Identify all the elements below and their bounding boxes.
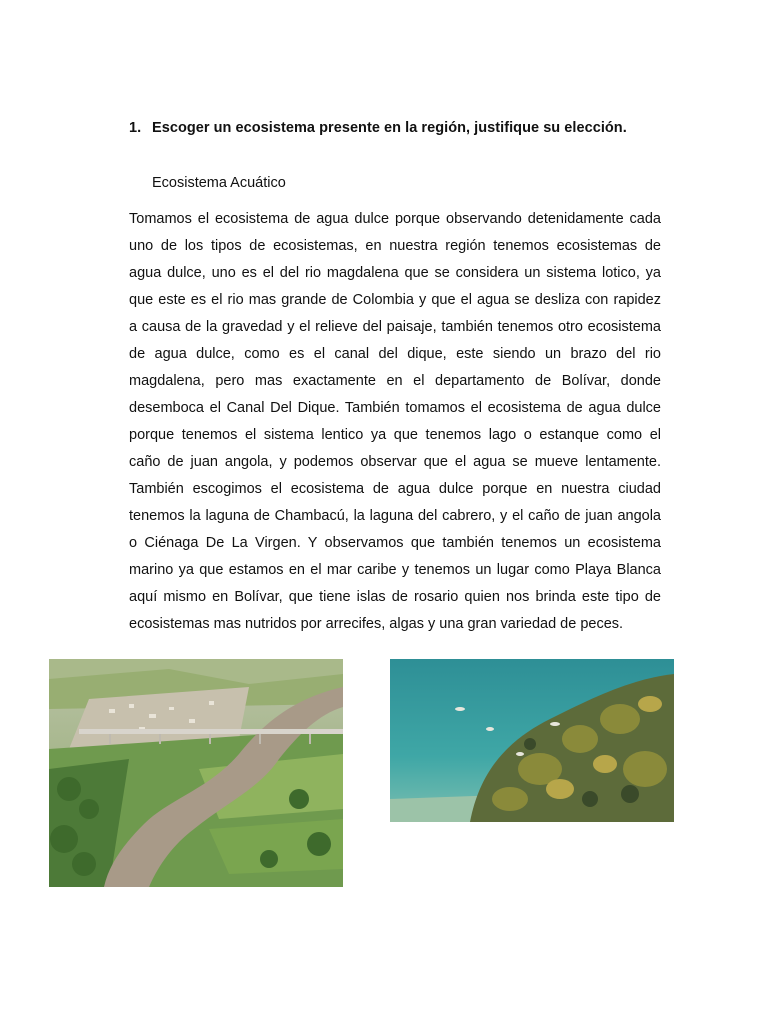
question-heading	[129, 120, 627, 136]
paragraph-line: de agua dulce, como es el canal del dique, este siendo un brazo del rio	[129, 346, 661, 362]
question-number: 1.	[129, 120, 142, 136]
paragraph-line: También escogimos el ecosistema de agua dulce porque en nuestra ciudad	[129, 481, 661, 497]
paragraph-line: porque tenemos el sistema lentico ya que tenemos lago o estanque como el	[129, 427, 661, 443]
paragraph-line: uno de los tipos de ecosistemas, en nuestra región tenemos ecosistemas de	[129, 238, 661, 254]
paragraph-line: agua dulce, uno es el del rio magdalena que se considera un sistema lotico, ya	[129, 265, 661, 281]
paragraph-line: aquí mismo en Bolívar, que tiene islas de rosario quien nos brinda este tipo de	[129, 589, 661, 605]
paragraph-line: caño de juan angola, y podemos observar que el agua se mueve lentamente.	[129, 454, 661, 470]
paragraph-line: Tomamos el ecosistema de agua dulce porque observando detenidamente cada	[129, 211, 661, 227]
paragraph-line: tenemos la laguna de Chambacú, la laguna del cabrero, y el caño de juan angola	[129, 508, 661, 524]
paragraph-line: a causa de la gravedad y el relieve del paisaje, también tenemos otro ecosistema	[129, 319, 661, 335]
paragraph-line: marino ya que estamos en el mar caribe y tenemos un lugar como Playa Blanca	[129, 562, 661, 578]
paragraph-line: desemboca el Canal Del Dique. También tomamos el ecosistema de agua dulce	[129, 400, 661, 416]
paragraph-line: magdalena, pero mas exactamente en el departamento de Bolívar, donde	[129, 373, 661, 389]
body-paragraph	[129, 206, 661, 638]
paragraph-line: o Ciénaga De La Virgen. Y observamos que también tenemos un ecosistema	[129, 535, 661, 551]
coral-reef-photo	[390, 659, 674, 822]
section-subheading: Ecosistema Acuático	[152, 175, 286, 191]
paragraph-line: que este es el rio mas grande de Colombia y que el agua se desliza con rapidez	[129, 292, 661, 308]
paragraph-line: ecosistemas mas nutridos por arrecifes, algas y una gran variedad de peces.	[129, 616, 624, 632]
question-text: Escoger un ecosistema presente en la región, justifique su elección.	[152, 120, 627, 136]
river-aerial-photo	[49, 659, 343, 887]
